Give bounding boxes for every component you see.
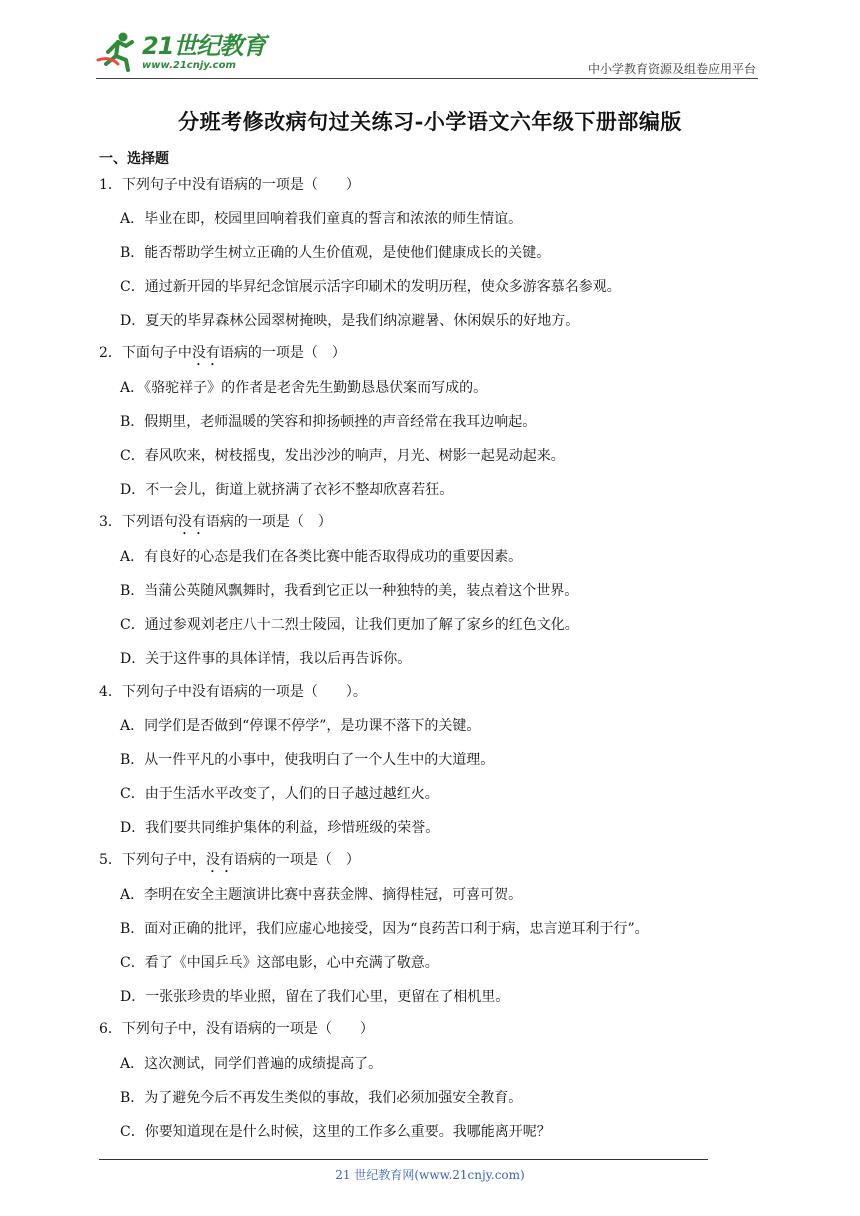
- header-divider: [96, 78, 758, 79]
- question-2-stem-end: 语病的一项是（ ）: [219, 345, 346, 361]
- question-3-stem-end: 语病的一项是（ ）: [205, 514, 332, 530]
- question-5-option-a: A．李明在安全主题演讲比赛中喜获金牌、摘得桂冠，可喜可贺。: [120, 887, 523, 903]
- question-3-option-c: C．通过参观刘老庄八十二烈士陵园，让我们更加了解了家乡的红色文化。: [120, 617, 579, 633]
- question-5-stem-emphasis: 没有: [205, 852, 234, 868]
- question-4-stem: 4．下列句子中没有语病的一项是（ ）。: [99, 684, 367, 700]
- question-1-option-c: C．通过新开园的毕昇纪念馆展示活字印刷术的发明历程，使众多游客慕名参观。: [120, 279, 621, 295]
- question-2-stem-emphasis: 没有: [191, 345, 220, 361]
- runner-logo-icon: [96, 30, 140, 74]
- question-1-option-a: A．毕业在即，校园里回响着我们童真的誓言和浓浓的师生情谊。: [120, 211, 523, 227]
- question-2-option-c: C．春风吹来，树枝摇曳，发出沙沙的响声，月光、树影一起晃动起来。: [120, 448, 565, 464]
- question-1-option-b: B．能否帮助学生树立正确的人生价值观，是使他们健康成长的关键。: [120, 245, 551, 261]
- page-title: 分班考修改病句过关练习-小学语文六年级下册部编版: [178, 109, 682, 134]
- section-heading: 一、选择题: [99, 151, 169, 167]
- footer-link[interactable]: 21 世纪教育网(www.21cnjy.com): [335, 1168, 525, 1182]
- question-2-stem: [99, 342, 346, 369]
- question-2-option-a: A．《骆驼祥子》的作者是老舍先生勤勤恳恳伏案而写成的。: [120, 380, 488, 396]
- question-6-option-b: B．为了避免今后不再发生类似的事故，我们必须加强安全教育。: [120, 1090, 523, 1106]
- question-6-option-c: C．你要知道现在是什么时候，这里的工作多么重要。我哪能离开呢？: [120, 1124, 551, 1140]
- question-5-stem-start: 5．下列句子中，: [99, 852, 206, 868]
- page-header: [96, 30, 756, 80]
- question-3-option-a: A．有良好的心态是我们在各类比赛中能否取得成功的重要因素。: [120, 549, 523, 565]
- platform-label: 中小学教育资源及组卷应用平台: [587, 62, 756, 76]
- question-6-option-a: A．这次测试，同学们普遍的成绩提高了。: [120, 1056, 383, 1072]
- site-logo[interactable]: [96, 30, 266, 76]
- question-3-stem-start: 3．下列语句: [99, 514, 178, 530]
- question-3-stem-emphasis: 没有: [177, 514, 206, 530]
- question-4-option-d: D．我们要共同维护集体的利益，珍惜班级的荣誉。: [120, 820, 440, 836]
- question-6-stem: 6．下列句子中，没有语病的一项是（ ）: [99, 1021, 374, 1037]
- logo-url-text: www.21cnjy.com: [142, 60, 236, 71]
- question-3-option-d: D．关于这件事的具体详情，我以后再告诉你。: [120, 651, 412, 667]
- question-3-option-b: B．当蒲公英随风飘舞时，我看到它正以一种独特的美，装点着这个世界。: [120, 583, 579, 599]
- question-5-stem-end: 语病的一项是（ ）: [233, 852, 360, 868]
- question-2-option-b: B．假期里，老师温暖的笑容和抑扬顿挫的声音经常在我耳边响起。: [120, 414, 537, 430]
- question-4-option-b: B．从一件平凡的小事中，使我明白了一个人生中的大道理。: [120, 752, 495, 768]
- question-1-stem: 1．下列句子中没有语病的一项是（ ）: [99, 177, 360, 193]
- question-4-option-a: A．同学们是否做到“停课不停学”，是功课不落下的关键。: [120, 718, 481, 734]
- question-1-option-d: D．夏天的毕昇森林公园翠树掩映，是我们纳凉避暑、休闲娱乐的好地方。: [120, 313, 580, 329]
- question-5-option-b: B．面对正确的批评，我们应虚心地接受，因为“良药苦口利于病，忠言逆耳利于行”。: [120, 921, 649, 937]
- question-3-stem: [99, 511, 332, 538]
- question-2-stem-start: 2．下面句子中: [99, 345, 192, 361]
- question-5-option-d: D．一张张珍贵的毕业照，留在了我们心里，更留在了相机里。: [120, 989, 510, 1005]
- logo-brand-text: 21世纪教育: [142, 32, 266, 60]
- question-4-option-c: C．由于生活水平改变了，人们的日子越过越红火。: [120, 786, 439, 802]
- question-5-stem: [99, 849, 360, 876]
- footer-divider: [99, 1159, 708, 1160]
- question-5-option-c: C．看了《中国乒乓》这部电影，心中充满了敬意。: [120, 955, 439, 971]
- question-2-option-d: D．不一会儿，街道上就挤满了衣衫不整却欣喜若狂。: [120, 482, 454, 498]
